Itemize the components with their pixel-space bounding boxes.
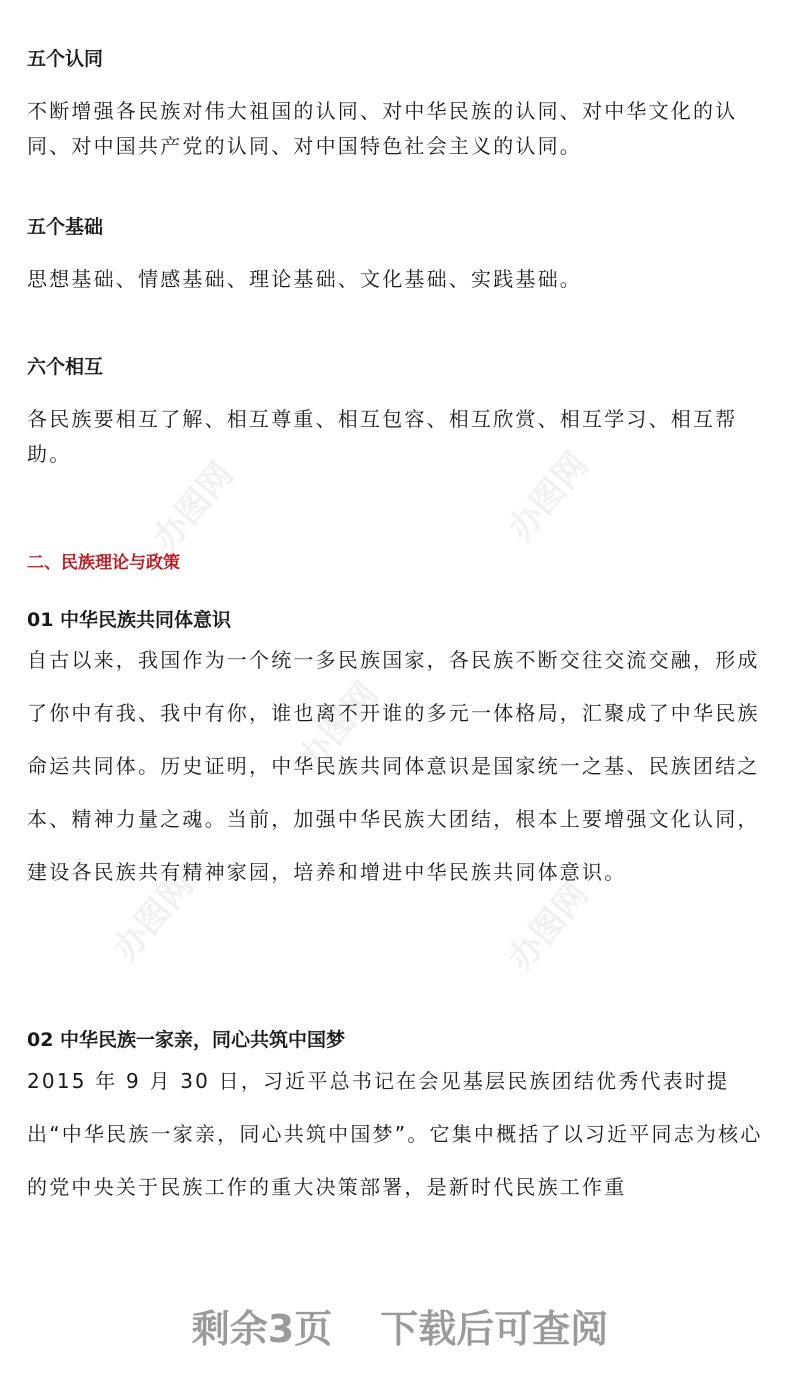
section-title-ethnic-theory: 二、民族理论与政策 [27,553,180,573]
download-prompt-banner[interactable] [0,1298,800,1353]
heading-item-01: 01 中华民族共同体意识 [27,609,232,631]
heading-five-foundations: 五个基础 [27,216,104,238]
download-to-view-text[interactable]: 下载后可查阅 [380,1307,609,1351]
watermark: 办图网 [500,874,597,979]
heading-five-identities: 五个认同 [27,48,104,70]
watermark: 办图网 [105,864,202,969]
heading-item-02: 02 中华民族一家亲，同心共筑中国梦 [27,1029,346,1051]
paragraph-five-foundations: 思想基础、情感基础、理论基础、文化基础、实践基础。 [27,267,582,291]
paragraph-item-02: 2015 年 9 月 30 日，习近平总书记在会见基层民族团结优秀代表时提出“中华民族一家亲，同心共筑中国梦”。它集中概括了以习近平同志为核心的党中央关于民族工作的重大决策部署，是新时代民族工作重 [27,1069,763,1199]
watermark: 办图网 [145,454,242,559]
paragraph-item-01: 自古以来，我国作为一个统一多民族国家，各民族不断交往交流交融，形成了你中有我、我中有你，谁也离不开谁的多元一体格局，汇聚成了中华民族命运共同体。历史证明，中华民族共同体意识是国家统一之基、民族团结之本、精神力量之魂。当前，加强中华民族大团结，根本上要增强文化认同，建设各民族共有精神家园，培养和增进中华民族共同体意识。 [27,648,760,884]
watermark: 办图网 [290,674,387,779]
paragraph-six-mutuals: 各民族要相互了解、相互尊重、相互包容、相互欣赏、相互学习、相互帮助。 [27,407,738,466]
heading-six-mutuals: 六个相互 [27,356,104,378]
remaining-pages-text: 剩余3页 [191,1307,333,1351]
watermark: 办图网 [500,444,597,549]
paragraph-five-identities: 不断增强各民族对伟大祖国的认同、对中华民族的认同、对中华文化的认同、对中国共产党的认同、对中国特色社会主义的认同。 [27,99,738,158]
